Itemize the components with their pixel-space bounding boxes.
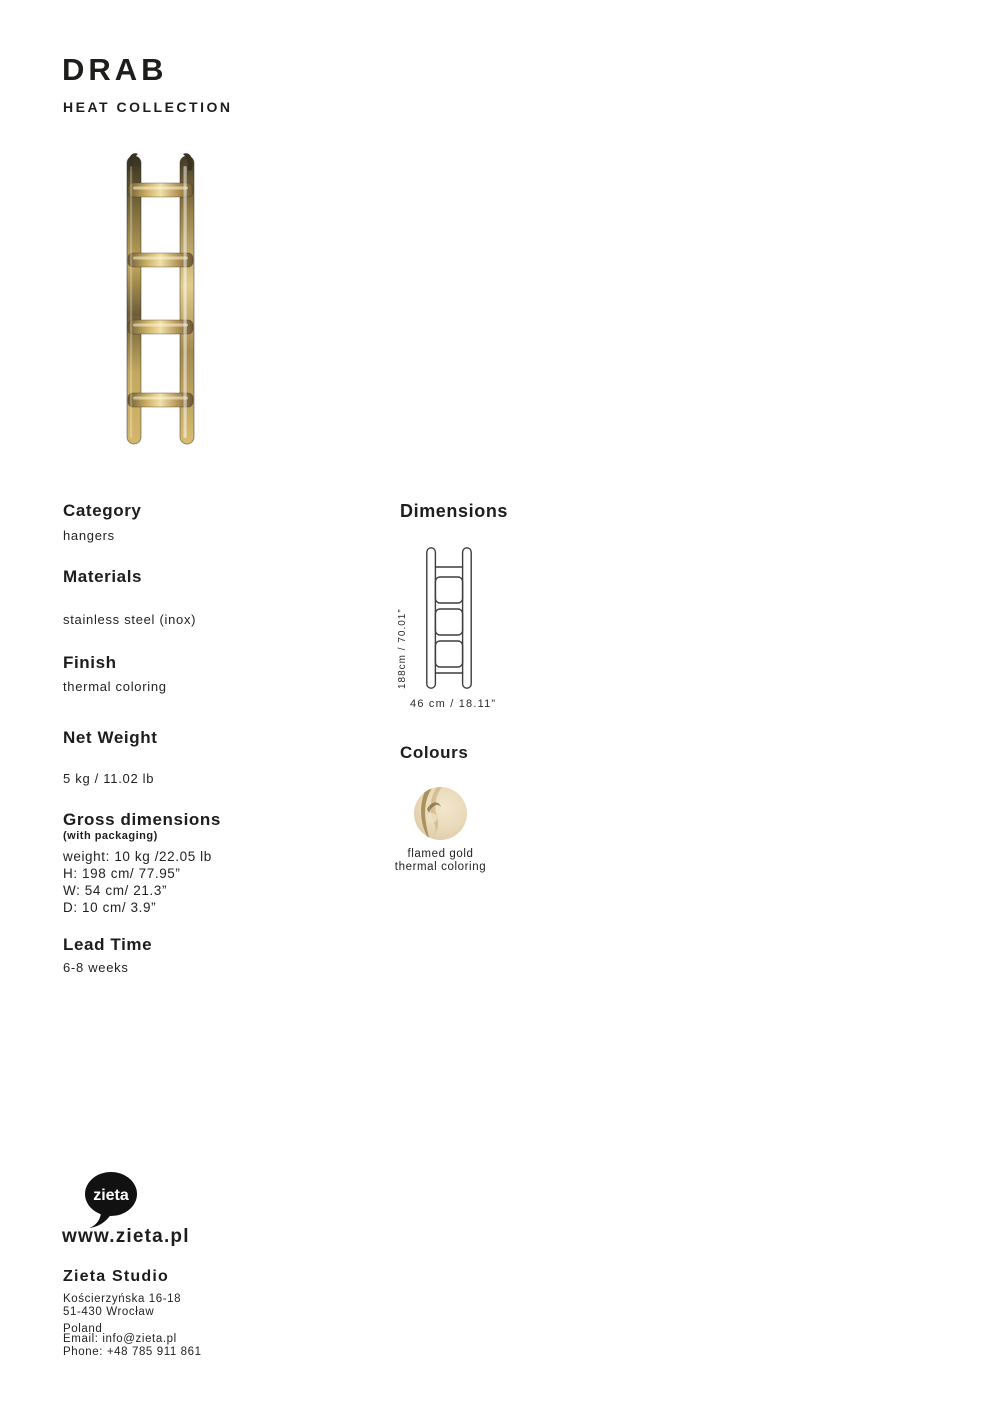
company-name: Zieta Studio [63,1268,169,1285]
spec-category-value: hangers [63,528,115,543]
collection-subtitle: HEAT COLLECTION [63,99,233,115]
colour-swatch-flamed-gold [414,787,467,845]
contact-block [63,1333,202,1359]
flamed-gold-swatch-image [414,787,467,840]
spec-materials-heading: Materials [63,567,143,586]
dimension-width-label: 46 cm / 18.11” [410,698,497,710]
zieta-logo [83,1171,139,1234]
address-city: 51-430 Wrocław [63,1306,155,1318]
contact-email[interactable]: Email: info@zieta.pl [63,1333,177,1345]
swatch-name-line1: flamed gold [407,848,474,860]
spec-lead-time-heading: Lead Time [63,935,153,954]
gross-height-line: H: 198 cm/ 77.95” [63,866,181,881]
ladder-outline-drawing [426,547,472,689]
spec-gross-dimensions-heading: Gross dimensions [63,810,221,829]
address-street: Kościerzyńska 16-18 [63,1293,182,1305]
gross-weight-line: weight: 10 kg /22.05 lb [63,849,212,864]
spec-net-weight-heading: Net Weight [63,728,158,747]
spec-finish-heading: Finish [63,653,117,672]
swatch-name-line2: thermal coloring [394,861,487,873]
dimensions-heading: Dimensions [400,501,509,521]
gold-ladder-image [113,150,208,450]
dimension-height-label: 188cm / 70.01” [397,608,408,689]
colours-heading: Colours [400,743,469,762]
gross-depth-line: D: 10 cm/ 3.9” [63,900,157,915]
spec-lead-time-value: 6-8 weeks [63,960,129,975]
spec-gross-dimensions-subheading: (with packaging) [63,830,158,842]
logo-text: zieta [93,1187,129,1204]
spec-finish-value: thermal coloring [63,679,167,694]
spec-gross-dimensions-values [63,848,212,916]
speech-bubble-logo-icon [83,1171,139,1229]
dimensions-line-drawing [426,547,472,694]
website-link[interactable]: www.zieta.pl [62,1226,190,1247]
spec-materials-value: stainless steel (inox) [63,612,197,627]
product-photo-ladder [113,150,208,455]
page-title: DRAB [62,52,168,87]
gross-width-line: W: 54 cm/ 21.3” [63,883,168,898]
address-country: Poland [63,1323,103,1335]
contact-phone: Phone: +48 785 911 861 [63,1346,202,1358]
company-address [63,1293,181,1336]
swatch-name-label [370,848,511,874]
spec-category-heading: Category [63,501,142,520]
spec-net-weight-value: 5 kg / 11.02 lb [63,771,155,786]
